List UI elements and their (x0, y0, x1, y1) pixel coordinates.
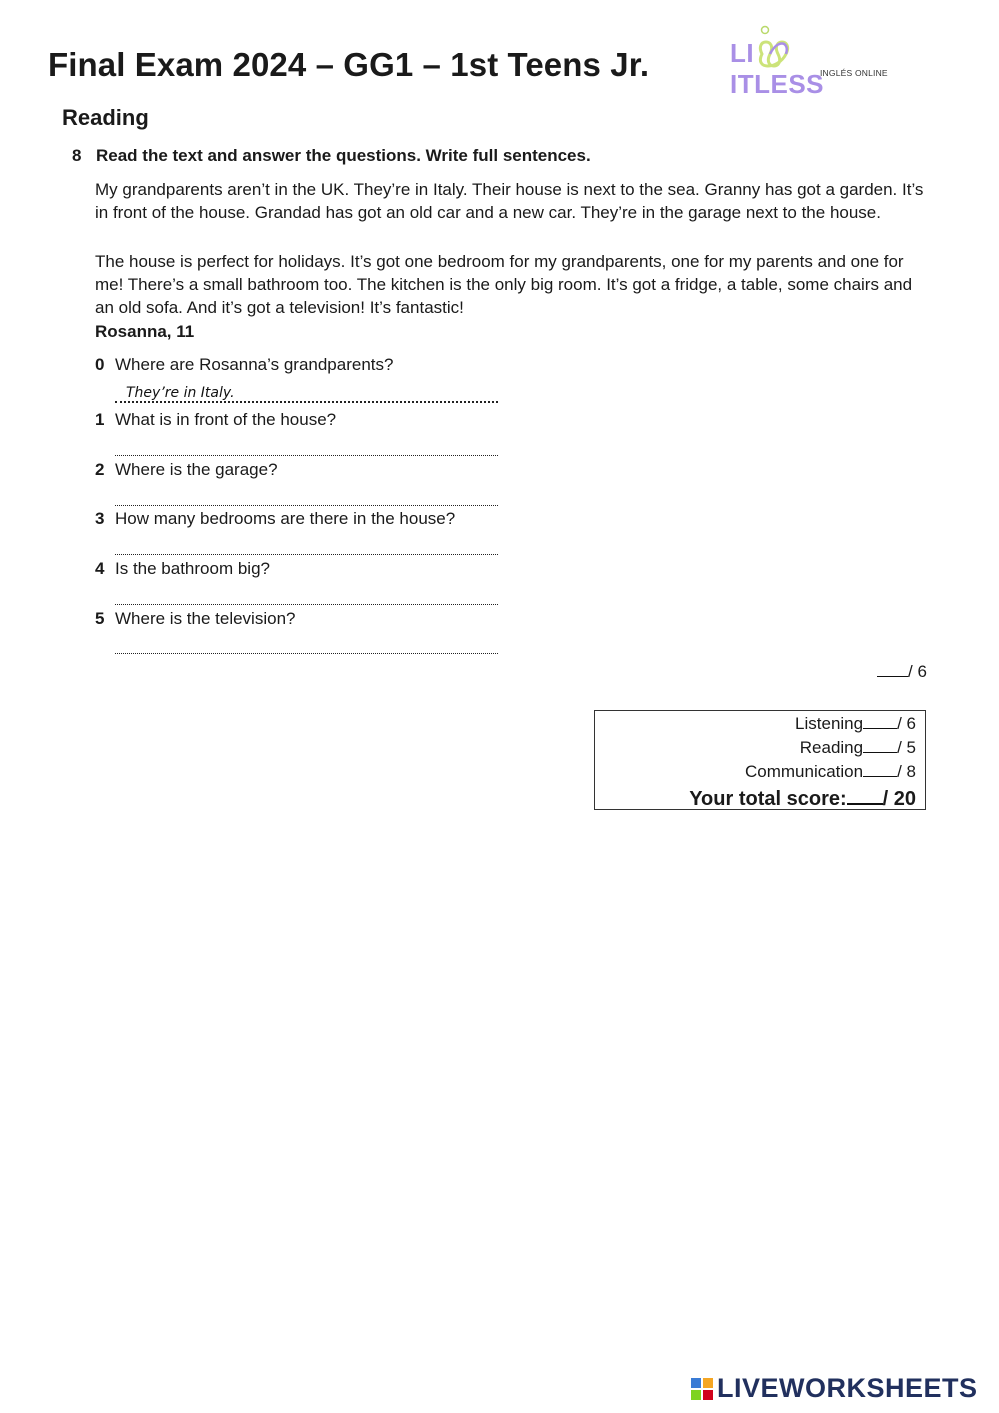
text-signature: Rosanna, 11 (95, 322, 195, 341)
question-number: 5 (95, 609, 105, 628)
answer-line-2[interactable] (115, 505, 498, 506)
score-blank[interactable] (877, 660, 908, 677)
logo-text-left: LI (730, 38, 755, 68)
question-2 (95, 460, 278, 480)
exercise-instruction (72, 146, 591, 166)
answer-line-4[interactable] (115, 604, 498, 605)
communication-label: Communication (744, 762, 864, 781)
total-max: / 20 (882, 788, 916, 810)
answer-line-5[interactable] (115, 653, 498, 654)
question-text: What is in front of the house? (115, 410, 337, 429)
question-4 (95, 559, 270, 579)
communication-max: / 8 (897, 762, 916, 781)
reading-paragraph: My grandparents aren’t in the UK. They’re in Italy. Their house is next to the sea. Granny has got a garden. It’s in front of the house. Grandad has got an old car and a new car. They’re in the garage next to the house. (95, 180, 924, 222)
question-text: Where is the television? (115, 609, 296, 628)
example-answer: They’re in Italy. (126, 385, 235, 401)
section-title: Reading (62, 105, 149, 130)
answer-line-0 (115, 401, 498, 403)
exercise-score-max: / 6 (908, 662, 927, 681)
score-row-reading (800, 737, 916, 758)
question-text: Where are Rosanna’s grandparents? (115, 355, 394, 374)
question-number: 3 (95, 509, 105, 528)
liveworksheets-brand: LIVEWORKSHEETS (717, 1373, 978, 1403)
question-0 (95, 355, 393, 375)
logo-subtitle: INGLÉS ONLINE (820, 68, 888, 78)
question-number: 1 (95, 410, 105, 429)
reading-paragraph: The house is perfect for holidays. It’s got one bedroom for my grandparents, one for my parents and one for me! There’s a small bathroom too. The kitchen is the only big room. It’s got a fridge, a table, some chairs and an old sofa. And it’s got a television! It’s fantastic! (95, 252, 913, 317)
answer-line-3[interactable] (115, 554, 498, 555)
logo-text-right: ITLESS (730, 69, 825, 99)
score-row-communication (745, 761, 916, 782)
score-summary-box (594, 710, 926, 810)
listening-max: / 6 (897, 714, 916, 733)
listening-blank[interactable] (863, 713, 897, 729)
exercise-number: 8 (72, 146, 82, 165)
question-5 (95, 609, 295, 629)
question-text: How many bedrooms are there in the house? (115, 509, 456, 528)
exercise-score (877, 660, 927, 682)
score-row-total (689, 785, 916, 811)
limitless-logo (730, 24, 890, 99)
question-number: 4 (95, 559, 105, 578)
reading-label: Reading (799, 738, 864, 757)
question-1 (95, 410, 336, 430)
instruction-text: Read the text and answer the questions. Write full sentences. (96, 146, 591, 165)
question-number: 0 (95, 355, 105, 374)
question-3 (95, 509, 455, 529)
score-row-listening (795, 713, 916, 734)
total-label: Your total score: (689, 788, 847, 810)
question-number: 2 (95, 460, 105, 479)
total-blank[interactable] (847, 785, 883, 805)
reading-max: / 5 (897, 738, 916, 757)
question-text: Is the bathroom big? (115, 559, 270, 578)
question-text: Where is the garage? (115, 460, 278, 479)
exam-title: Final Exam 2024 – GG1 – 1st Teens Jr. (48, 46, 650, 83)
listening-label: Listening (795, 714, 864, 733)
answer-line-1[interactable] (115, 455, 498, 456)
reading-blank[interactable] (863, 737, 897, 753)
liveworksheets-logo-icon (691, 1378, 713, 1400)
communication-blank[interactable] (863, 761, 897, 777)
